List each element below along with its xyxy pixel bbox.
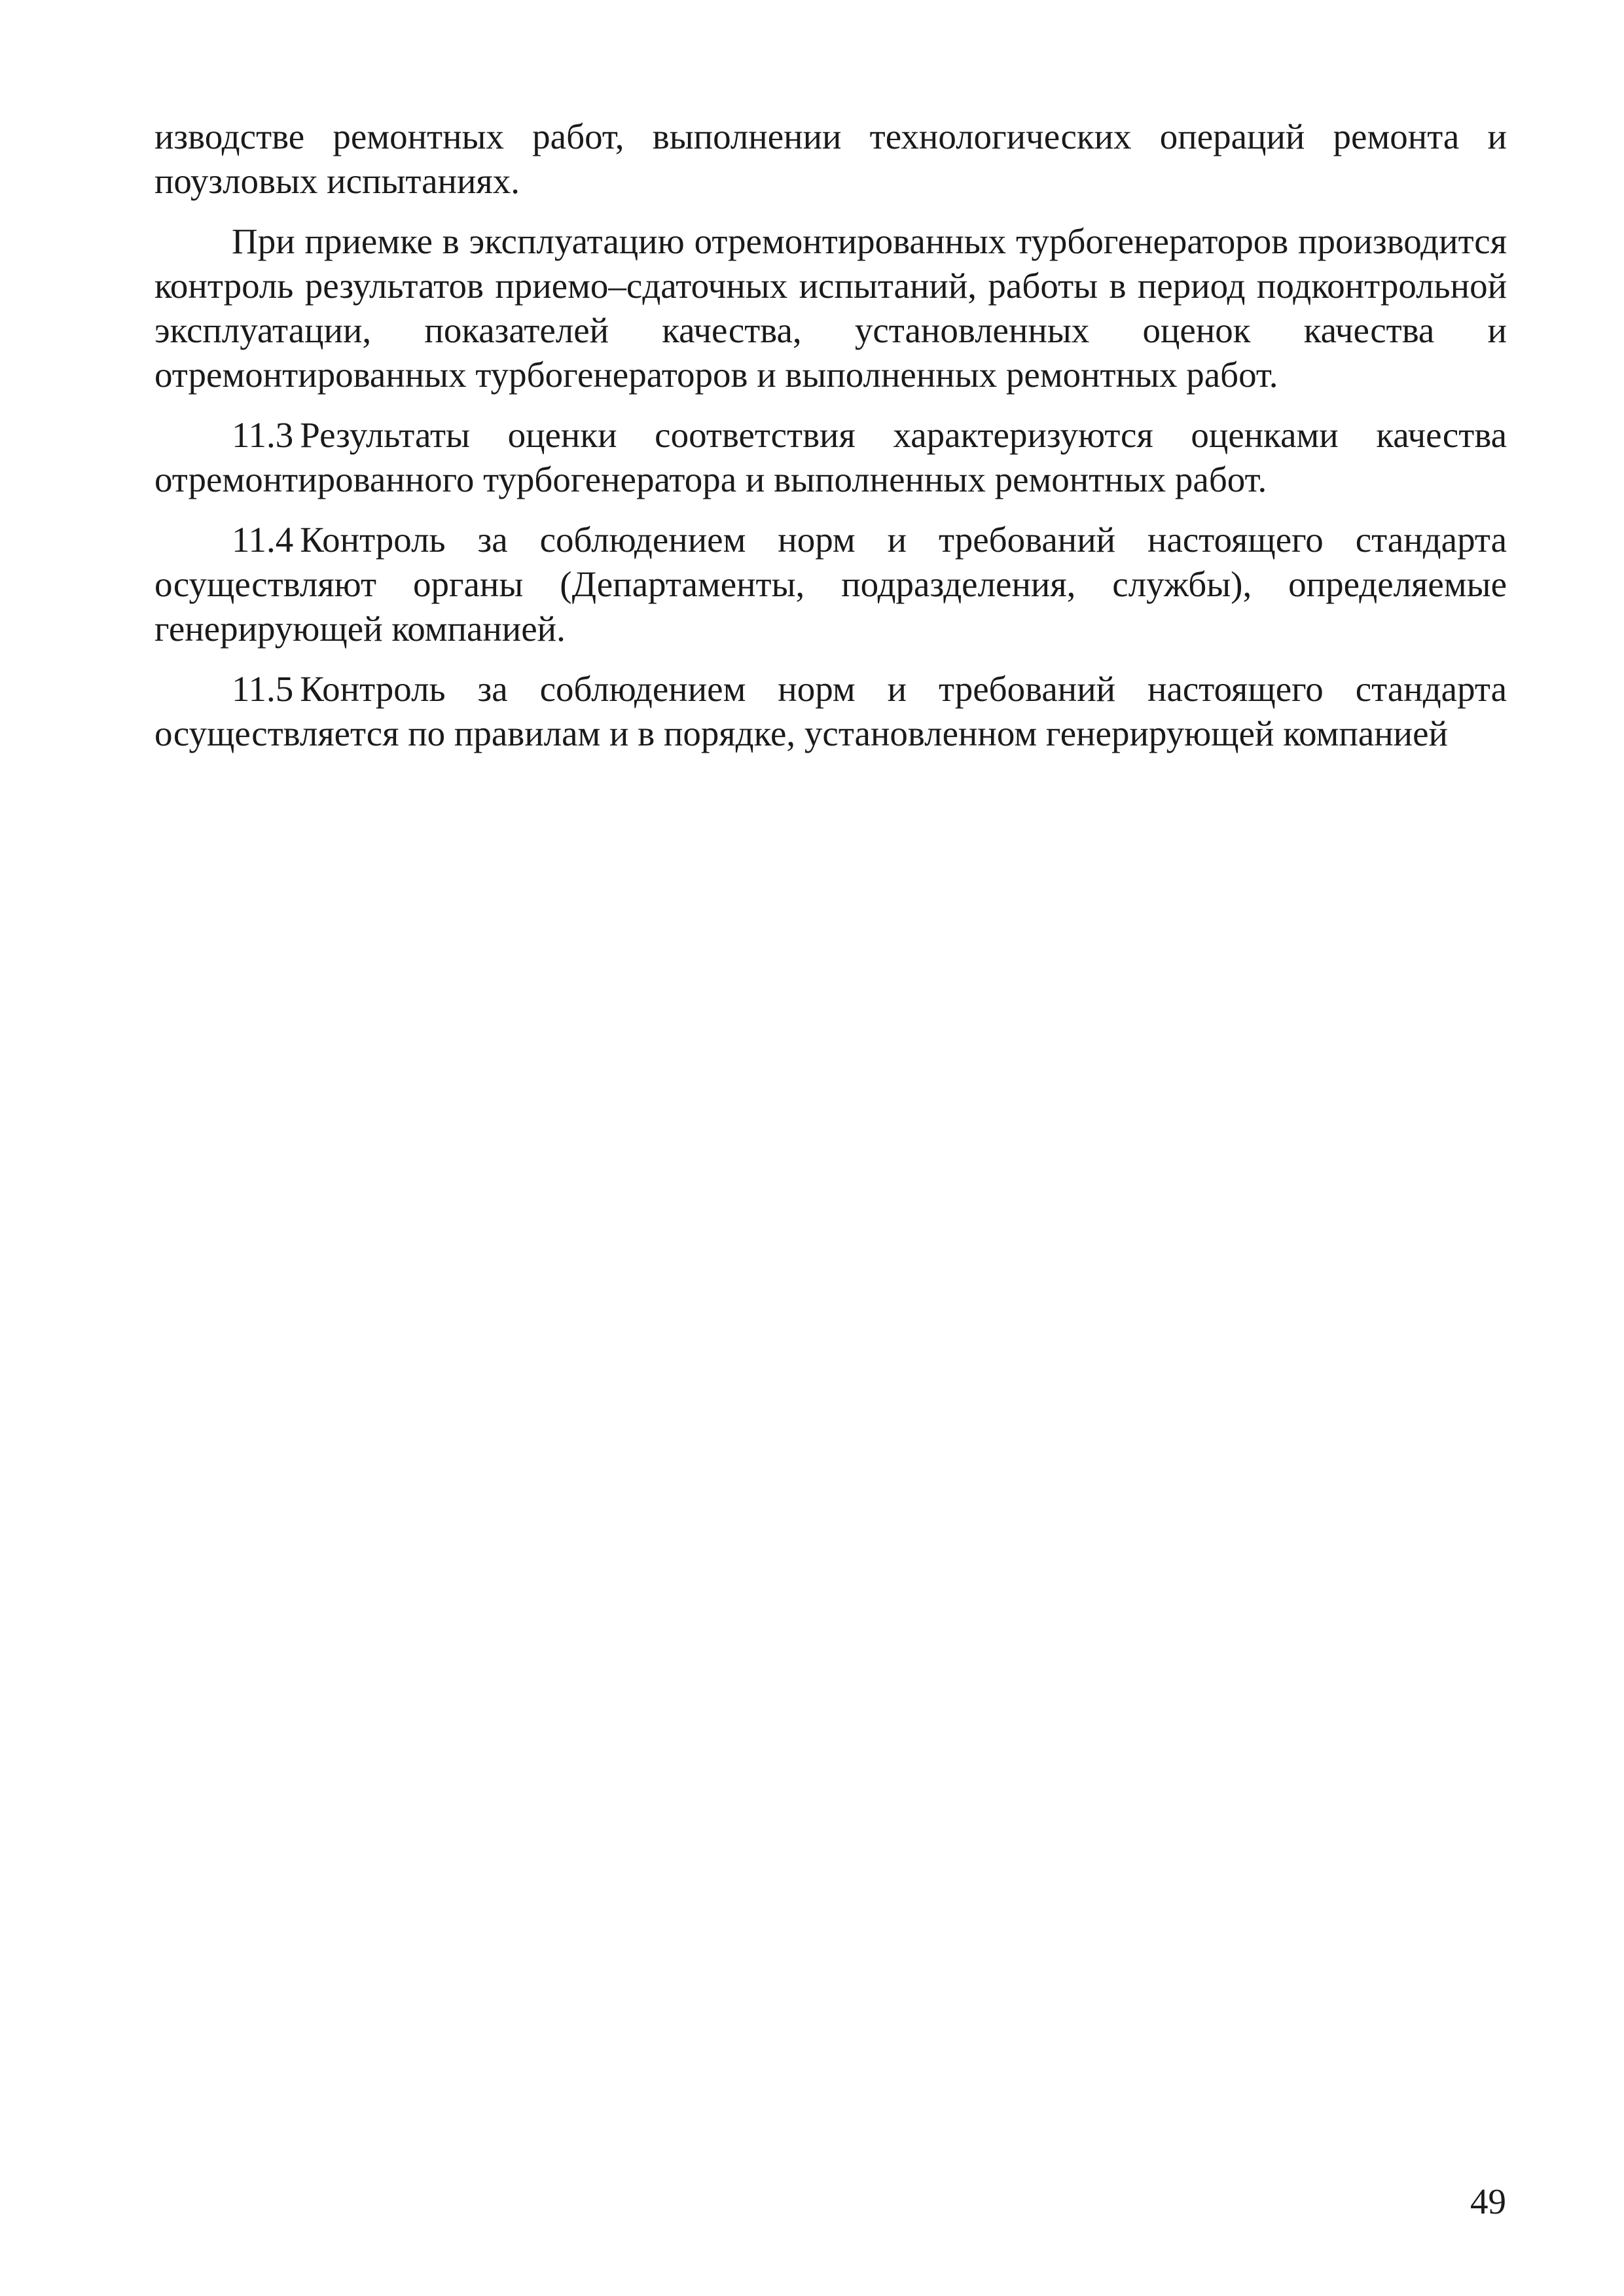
clause-number: 11.4	[232, 520, 294, 560]
clause-11-3	[154, 413, 1507, 502]
clause-11-4	[154, 518, 1507, 651]
paragraph-continuation	[154, 115, 1507, 204]
clause-text: Контроль за соблюдением норм и требований настоящего стандарта осуществляют органы (Департаменты, подразделения, службы), определяемые генерирующей компанией.	[154, 520, 1507, 649]
page-number: 49	[1470, 2181, 1506, 2221]
paragraph-acceptance	[154, 219, 1507, 397]
document-body	[154, 115, 1507, 772]
paragraph-text: При приемке в эксплуатацию отремонтированных турбогенераторов производится контроль результатов приемо–сдаточных испытаний, работы в период подконтрольной эксплуатации, показателей качества, установленных оценок качества и отремонтированных турбогенераторов и выполненных ремонтных работ.	[154, 221, 1507, 395]
clause-text: Результаты оценки соответствия характеризуются оценками качества отремонтированного турбогенератора и выполненных ремонтных работ.	[154, 415, 1507, 499]
paragraph-text: изводстве ремонтных работ, выполнении технологических операций ремонта и поузловых испытаниях.	[154, 117, 1507, 201]
clause-number: 11.5	[232, 669, 294, 709]
clause-11-5	[154, 667, 1507, 756]
clause-number: 11.3	[232, 415, 294, 455]
clause-text: Контроль за соблюдением норм и требований настоящего стандарта осуществляется по правилам и в порядке, установленном генерирующей компанией	[154, 669, 1507, 753]
